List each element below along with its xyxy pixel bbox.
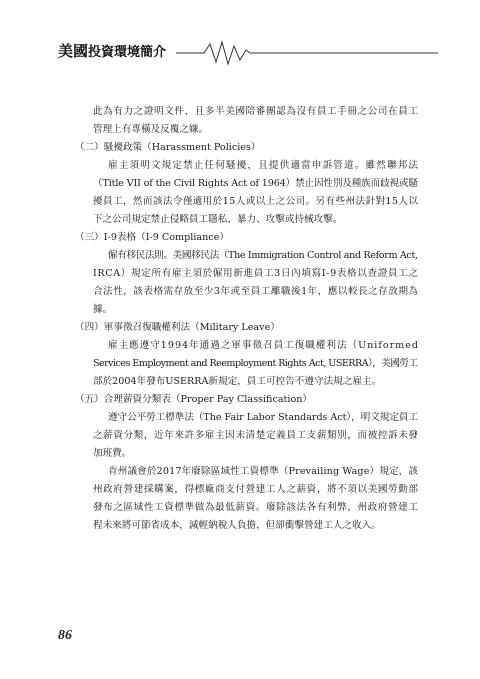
- text-line: 發布之區域性工資標準做為最低薪資。廢除該法各有利弊，州政府營建工: [93, 502, 419, 513]
- text-line: 之薪資分類，近年來許多雇主因未清楚定義員工支薪類別，而被控訴未發: [93, 430, 419, 441]
- text-line: 部於2004年發布USERRA新規定，員工可控告不遵守法規之雇主。: [93, 376, 382, 387]
- text-line: 雇主應遵守1994年通過之軍事徵召員工復職權利法（Uniformed: [108, 340, 419, 351]
- header-title-main: 美國: [58, 42, 89, 60]
- text-line: 合法性，該表格需存放至少3年或至員工離職後1年，應以較長之存放期為: [93, 286, 419, 297]
- text-line: 程未來將可節省成本，減輕納稅人負擔，但卻衝擊營建工人之收入。: [93, 520, 381, 531]
- page-number: 86: [58, 628, 72, 643]
- text-line: 遵守公平勞工標準法（The Fair Labor Standards Act），明文規定員工: [108, 412, 418, 423]
- text-line: 此為有力之證明文件，且多半美國陪審團認為沒有員工手冊之公司在員工: [93, 106, 419, 117]
- text-line: 僱有移民法則。美國移民法（The Immigration Control and Reform Act,: [108, 250, 418, 261]
- text-line: （二）騷擾政策（Harassment Policies）: [75, 142, 261, 153]
- text-line: Services Employment and Reemployment Rights Act, USERRA），美國勞工: [93, 358, 418, 369]
- running-header: [58, 38, 438, 68]
- header-title-sub: 投資環境簡介: [88, 45, 167, 60]
- text-line: IRCA）規定所有雇主須於僱用新進員工3日內填寫I-9表格以查證員工之: [93, 268, 419, 279]
- text-line: （三）I-9表格（I-9 Compliance）: [75, 232, 229, 243]
- text-line: 雇主須明文規定禁止任何騷擾，且提供適當申訴管道。雖然聯邦法: [108, 160, 420, 171]
- text-line: 據。: [93, 304, 113, 315]
- text-line: 擾員工，然而該法令僅適用於15人或以上之公司。另有些州法針對15人以: [93, 196, 419, 207]
- text-line: 州政府營建採購案，得標廠商支付營建工人之薪資，將不須以美國勞動部: [93, 484, 419, 495]
- text-line: （Title VII of the Civil Rights Act of 1964）禁止因性別及種族而歧視或騷: [93, 178, 418, 189]
- heartbeat-wave-rule: [176, 38, 438, 68]
- text-line: 管理上有專橫及反覆之嫌。: [93, 124, 209, 135]
- text-line: （五）合理薪資分類表（Proper Pay Classification）: [75, 394, 313, 405]
- text-line: 下之公司規定禁止侵略員工隱私、暴力、攻擊或持械攻擊。: [93, 214, 343, 225]
- text-line: 肯州議會於2017年廢除區域性工資標準（Prevailing Wage）規定，該: [108, 466, 419, 477]
- text-line: （四）軍事徵召復職權利法（Military Leave）: [75, 322, 280, 333]
- header-title: [58, 40, 166, 61]
- text-line: 加班費。: [93, 448, 132, 459]
